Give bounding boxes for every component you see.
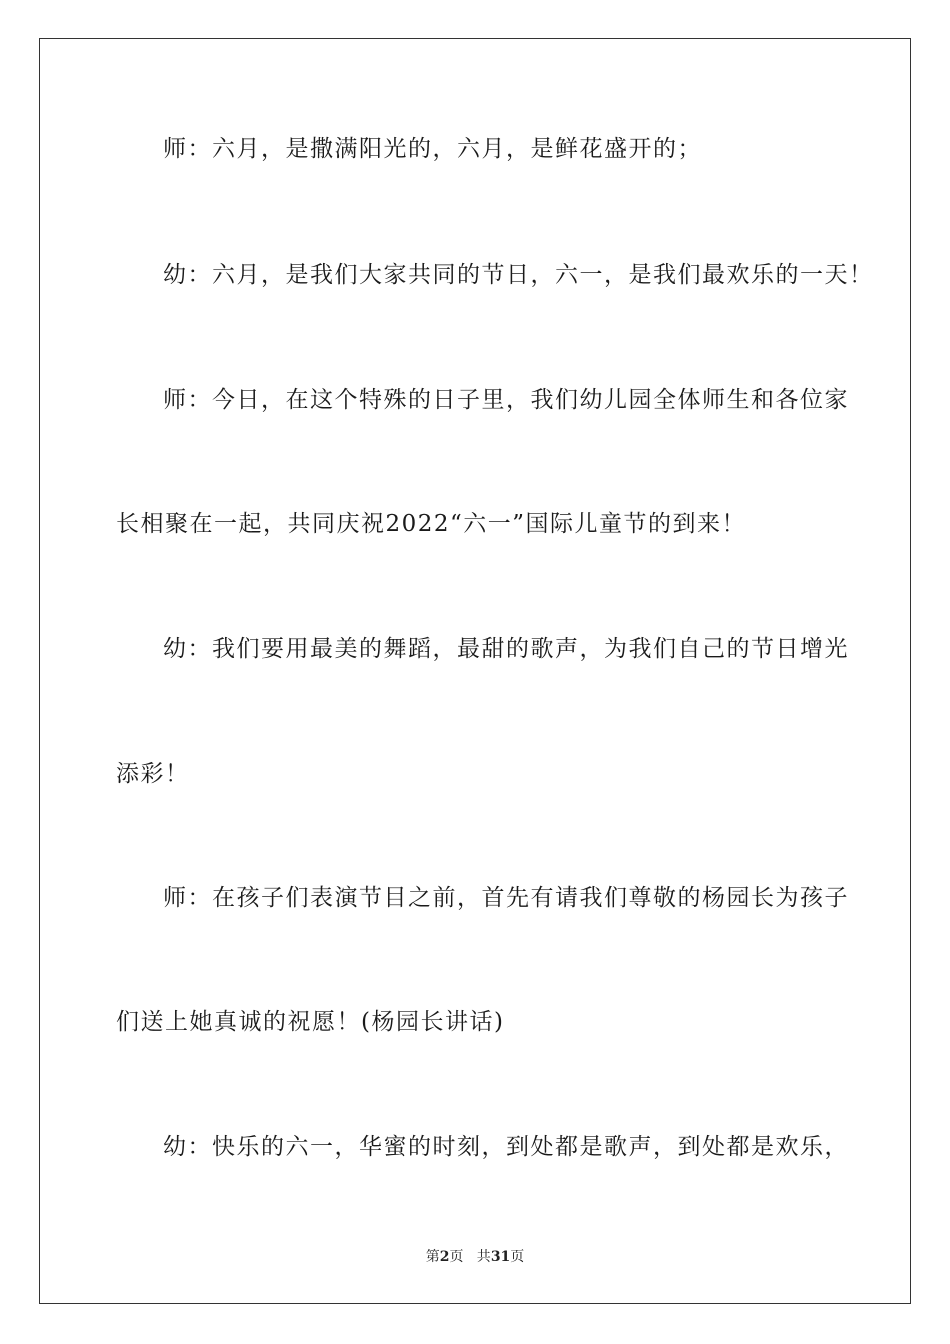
page-border (39, 38, 911, 1304)
footer-total-pages: 31 (490, 1249, 511, 1265)
text-line-2: 幼：六月，是我们大家共同的节日，六一，是我们最欢乐的一天！ (163, 262, 874, 288)
page-footer (0, 1248, 950, 1266)
footer-middle: 页 共 (449, 1249, 491, 1265)
text-line-3: 师：今日，在这个特殊的日子里，我们幼儿园全体师生和各位家 (163, 387, 849, 413)
footer-suffix: 页 (510, 1249, 525, 1265)
text-line-4: 长相聚在一起，共同庆祝2022“六一”国际儿童节的到来！ (116, 511, 747, 537)
text-line-6: 添彩！ (116, 761, 190, 787)
text-line-7: 师：在孩子们表演节目之前，首先有请我们尊敬的杨园长为孩子 (163, 885, 849, 911)
text-line-8: 们送上她真诚的祝愿！(杨园长讲话) (116, 1009, 505, 1035)
footer-page-number: 2 (439, 1249, 450, 1265)
text-line-1: 师：六月，是撒满阳光的，六月，是鲜花盛开的； (163, 136, 702, 162)
text-line-9: 幼：快乐的六一，华蜜的时刻，到处都是歌声，到处都是欢乐， (163, 1134, 849, 1160)
footer-prefix: 第 (425, 1249, 440, 1265)
text-line-5: 幼：我们要用最美的舞蹈，最甜的歌声，为我们自己的节日增光 (163, 636, 849, 662)
